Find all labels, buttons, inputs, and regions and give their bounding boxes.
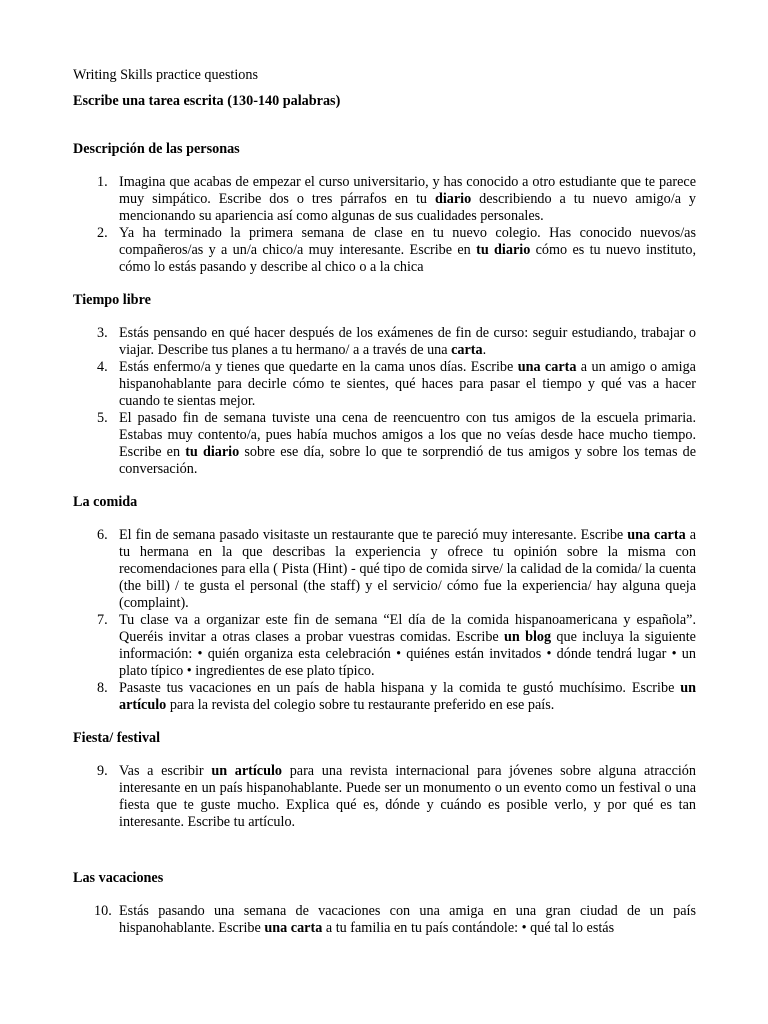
question-text: sobre ese día, sobre lo que te sorprendió de tus amigos y sobre los temas de conversación. <box>119 444 697 477</box>
section <box>73 292 696 478</box>
question-item <box>73 325 696 359</box>
emphasized-text: tu diario <box>476 242 531 258</box>
emphasized-text: un artículo <box>119 680 696 713</box>
question-number: 1. <box>97 174 108 190</box>
question-number: 6. <box>97 527 108 543</box>
question-number: 2. <box>97 225 108 241</box>
question-text: Estás pasando una semana de vacaciones con una amiga en una gran ciudad de un país hispanohablante. Escribe <box>119 903 696 936</box>
question-item <box>73 225 696 276</box>
emphasized-text: tu diario <box>185 444 240 460</box>
sections-container <box>73 141 696 937</box>
task-title: Escribe una tarea escrita (130-140 palabras) <box>73 93 341 109</box>
emphasized-text: diario <box>434 191 472 207</box>
section-heading: La comida <box>73 494 138 510</box>
question-text: Estás pensando en qué hacer después de los exámenes de fin de curso: seguir estudiando, trabajar o viajar. Describe tus planes a tu hermano/ a a través de una <box>119 325 696 358</box>
question-text: a tu hermana en la que describas la experiencia y ofrece tu opinión sobre la misma con recomendaciones para ella ( Pista (Hint) - qué tipo de comida sirve/ la calidad de la comida/ la cuenta (the bill) / te gusta el personal (the staff) y el servicio/ cómo fue la experiencia/ hay alguna queja (complaint). <box>119 527 696 611</box>
question-item <box>73 903 696 937</box>
question-text: Imagina que acabas de empezar el curso universitario, y has conocido a otro estudiante que te parece muy simpático. Escribe dos o tres párrafos en tu <box>119 174 696 207</box>
question-list <box>73 174 696 276</box>
emphasized-text: una carta <box>264 920 323 936</box>
question-number: 7. <box>97 612 108 628</box>
question-text: Estás enfermo/a y tienes que quedarte en la cama unos días. Escribe <box>119 359 518 375</box>
question-item <box>73 359 696 410</box>
question-number: 5. <box>97 410 108 426</box>
section-heading: Fiesta/ festival <box>73 730 161 746</box>
question-text: Pasaste tus vacaciones en un país de habla hispana y la comida te gustó muchísimo. Escribe <box>119 680 681 696</box>
question-item <box>73 527 696 612</box>
question-number: 10. <box>94 903 112 919</box>
question-number: 4. <box>97 359 108 375</box>
question-item <box>73 680 696 714</box>
question-item <box>73 410 696 478</box>
question-list <box>73 903 696 937</box>
question-text: para una revista internacional para jóvenes sobre alguna atracción interesante en un país hispanohablante. Puede ser un monumento o un evento como un festival o una fiesta que te guste mucho. Explica qué es, dónde y cuándo es posible verlo, y por qué es tan interesante. Escribe tu artículo. <box>119 763 696 830</box>
question-item <box>73 612 696 680</box>
question-text: describiendo a tu nuevo amigo/a y mencionando su apariencia así como algunas de sus cualidades personales. <box>119 191 696 224</box>
question-text: Ya ha terminado la primera semana de clase en tu nuevo colegio. Has conocido nuevos/as compañeros/as y a un/a chico/a muy interesante. Escribe en <box>119 225 696 258</box>
question-text: . <box>482 342 487 358</box>
section <box>73 730 696 831</box>
section <box>73 494 696 714</box>
document-top-title: Writing Skills practice questions <box>73 67 259 83</box>
emphasized-text: carta <box>451 342 483 358</box>
question-number: 8. <box>97 680 108 696</box>
emphasized-text: una carta <box>517 359 577 375</box>
question-list <box>73 325 696 478</box>
question-list <box>73 527 696 714</box>
emphasized-text: un blog <box>504 629 552 645</box>
question-text: Vas a escribir <box>119 763 212 779</box>
section-heading: Las vacaciones <box>73 870 164 886</box>
section-heading: Tiempo libre <box>73 292 151 308</box>
question-text: a un amigo o amiga hispanohablante para decirle cómo te sientes, qué haces para pasar el tiempo y qué vas a hacer cuando te sientas mejor. <box>119 359 696 409</box>
section <box>73 141 696 276</box>
section-heading: Descripción de las personas <box>73 141 240 157</box>
question-number: 3. <box>97 325 108 341</box>
section <box>73 870 696 937</box>
question-text: El pasado fin de semana tuviste una cena de reencuentro con tus amigos de la escuela primaria. Estabas muy contento/a, pues había muchos amigos a los que no veías desde hace mucho tiempo. Escribe en <box>119 410 696 460</box>
emphasized-text: una carta <box>627 527 686 543</box>
question-item <box>73 763 696 831</box>
question-item <box>73 174 696 225</box>
emphasized-text: un artículo <box>211 763 283 779</box>
question-text: cómo es tu nuevo instituto, cómo lo estás pasando y describe al chico o a la chica <box>119 242 697 275</box>
question-list <box>73 763 696 831</box>
question-text: El fin de semana pasado visitaste un restaurante que te pareció muy interesante. Escribe <box>119 527 628 543</box>
question-text: para la revista del colegio sobre tu restaurante preferido en ese país. <box>166 697 555 713</box>
question-number: 9. <box>97 763 108 779</box>
question-text: que incluya la siguiente información: • quién organiza esta celebración • quiénes están invitados • dónde tendrá lugar • un plato típico • ingredientes de ese plato típico. <box>119 629 696 679</box>
question-text: a tu familia en tu país contándole: • qué tal lo estás <box>322 920 615 936</box>
question-text: Tu clase va a organizar este fin de semana “El día de la comida hispanoamericana y española”. Queréis invitar a otras clases a probar vuestras comidas. Escribe <box>119 612 696 645</box>
